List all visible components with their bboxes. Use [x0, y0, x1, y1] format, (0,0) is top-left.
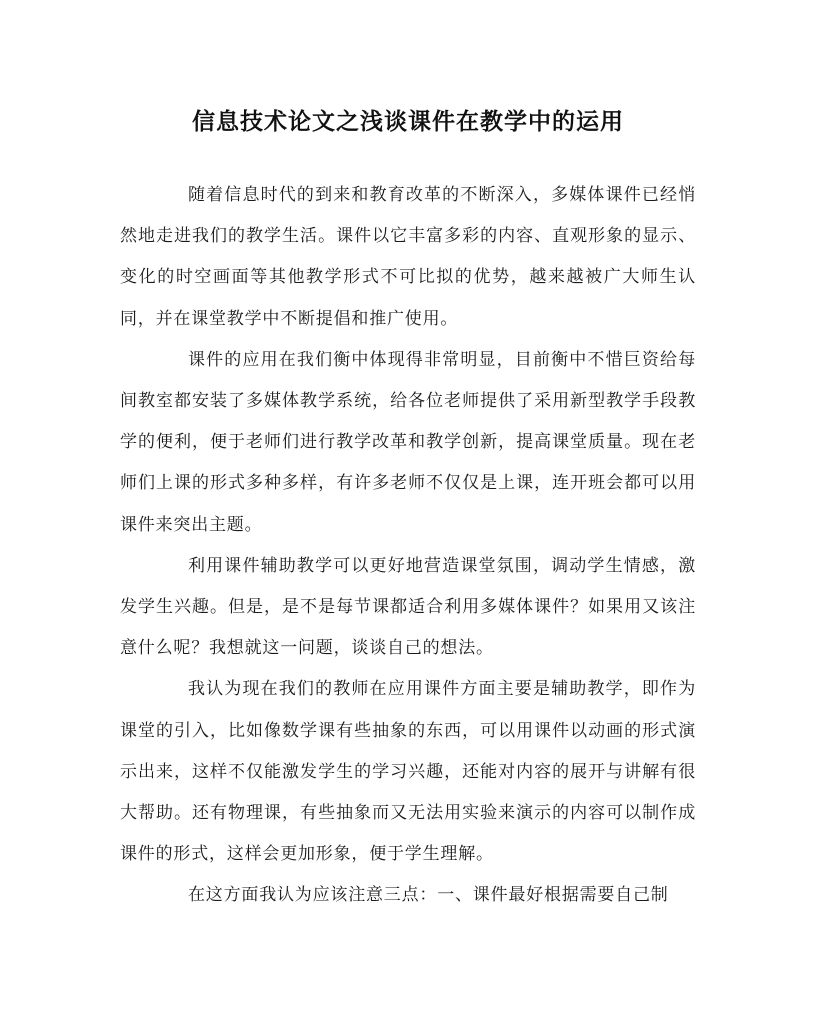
paragraph-3: 利用课件辅助教学可以更好地营造课堂氛围，调动学生情感，激发学生兴趣。但是，是不是每节课都适合利用多媒体课件？如果用又该注意什么呢？我想就这一问题，谈谈自己的想法。: [120, 555, 696, 659]
document-body: [120, 175, 696, 917]
document-title: 信息技术论文之浅谈课件在教学中的运用: [192, 108, 624, 135]
paragraph-1: 随着信息时代的到来和教育改革的不断深入，多媒体课件已经悄然地走进我们的教学生活。课件以它丰富多彩的内容、直观形象的显示、变化的时空画面等其他教学形式不可比拟的优势，越来越被广大师生认同，并在课堂教学中不断提倡和推广使用。: [120, 185, 696, 329]
paragraph-2: 课件的应用在我们衡中体现得非常明显，目前衡中不惜巨资给每间教室都安装了多媒体教学系统，给各位老师提供了采用新型教学手段教学的便利，便于老师们进行教学改革和教学创新，提高课堂质量。现在老师们上课的形式多种多样，有许多老师不仅仅是上课，连开班会都可以用课件来突出主题。: [120, 349, 696, 535]
paragraph-4: 我认为现在我们的教师在应用课件方面主要是辅助教学，即作为课堂的引入，比如像数学课有些抽象的东西，可以用课件以动画的形式演示出来，这样不仅能激发学生的学习兴趣，还能对内容的展开与讲解有很大帮助。还有物理课，有些抽象而又无法用实验来演示的内容可以制作成课件的形式，这样会更加形象，便于学生理解。: [120, 679, 696, 865]
paragraph-5: 在这方面我认为应该注意三点：一、课件最好根据需要自己制: [188, 885, 669, 906]
